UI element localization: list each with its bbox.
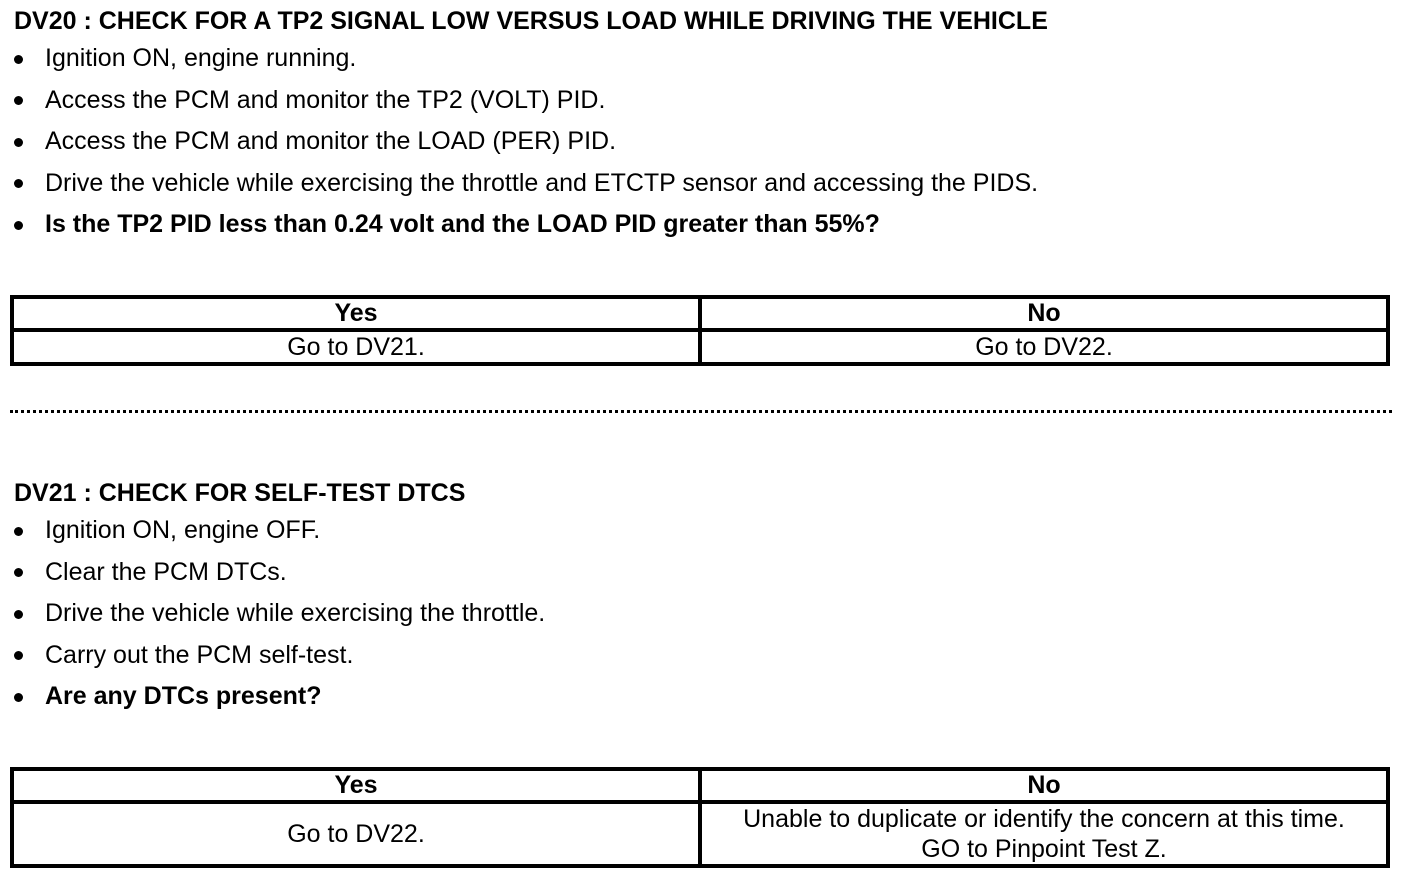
- section-divider: [10, 410, 1392, 413]
- bullet-icon: [14, 138, 23, 147]
- dv21-section: [14, 476, 1392, 718]
- list-item: [14, 510, 1392, 552]
- dv21-heading: DV21 : CHECK FOR SELF-TEST DTCS: [14, 479, 466, 507]
- step-text: Access the PCM and monitor the LOAD (PER) PID.: [45, 127, 617, 155]
- table-header-row: [12, 297, 1388, 330]
- no-header: No: [700, 297, 1388, 330]
- bullet-icon: [14, 96, 23, 105]
- list-item: [14, 163, 1392, 205]
- dv21-steps-list: [14, 510, 1392, 718]
- dv21-result-table: [10, 767, 1390, 868]
- bullet-icon: [14, 179, 23, 188]
- no-header: No: [700, 769, 1388, 802]
- yes-header: Yes: [12, 769, 700, 802]
- dv20-steps-list: [14, 38, 1392, 246]
- bullet-icon: [14, 610, 23, 619]
- question-item: [14, 204, 1392, 246]
- yes-result: Go to DV21.: [12, 330, 700, 364]
- bullet-icon: [14, 693, 23, 702]
- table-header-row: [12, 769, 1388, 802]
- step-text: Clear the PCM DTCs.: [45, 557, 287, 586]
- bullet-icon: [14, 221, 23, 230]
- step-text: Access the PCM and monitor the TP2 (VOLT) PID.: [45, 85, 606, 114]
- no-result-line-1: Unable to duplicate or identify the concern at this time.: [743, 805, 1345, 833]
- list-item: [14, 80, 1392, 122]
- bullet-icon: [14, 568, 23, 577]
- question-text: Are any DTCs present?: [45, 682, 322, 710]
- yes-header: Yes: [12, 297, 700, 330]
- bullet-icon: [14, 55, 23, 64]
- step-text: Carry out the PCM self-test.: [45, 640, 354, 669]
- table-row: [12, 330, 1388, 364]
- no-result: Go to DV22.: [700, 330, 1388, 364]
- question-text: Is the TP2 PID less than 0.24 volt and the LOAD PID greater than 55%?: [45, 210, 880, 238]
- yes-result: Go to DV22.: [12, 802, 700, 866]
- dv20-result-table: [10, 295, 1390, 366]
- step-text: Drive the vehicle while exercising the throttle.: [45, 599, 546, 627]
- bullet-icon: [14, 651, 23, 660]
- list-item: [14, 635, 1392, 677]
- no-result: [700, 802, 1388, 866]
- list-item: [14, 593, 1392, 635]
- question-item: [14, 676, 1392, 718]
- step-text: Ignition ON, engine running.: [45, 44, 357, 72]
- step-text: Ignition ON, engine OFF.: [45, 516, 321, 544]
- list-item: [14, 552, 1392, 594]
- bullet-icon: [14, 527, 23, 536]
- dv20-heading: DV20 : CHECK FOR A TP2 SIGNAL LOW VERSUS LOAD WHILE DRIVING THE VEHICLE: [14, 7, 1048, 35]
- table-row: [12, 802, 1388, 866]
- list-item: [14, 38, 1392, 80]
- list-item: [14, 121, 1392, 163]
- dv20-section: [14, 4, 1392, 246]
- no-result-line-2: GO to Pinpoint Test Z.: [921, 835, 1167, 863]
- step-text: Drive the vehicle while exercising the throttle and ETCTP sensor and accessing the PIDS.: [45, 168, 1039, 197]
